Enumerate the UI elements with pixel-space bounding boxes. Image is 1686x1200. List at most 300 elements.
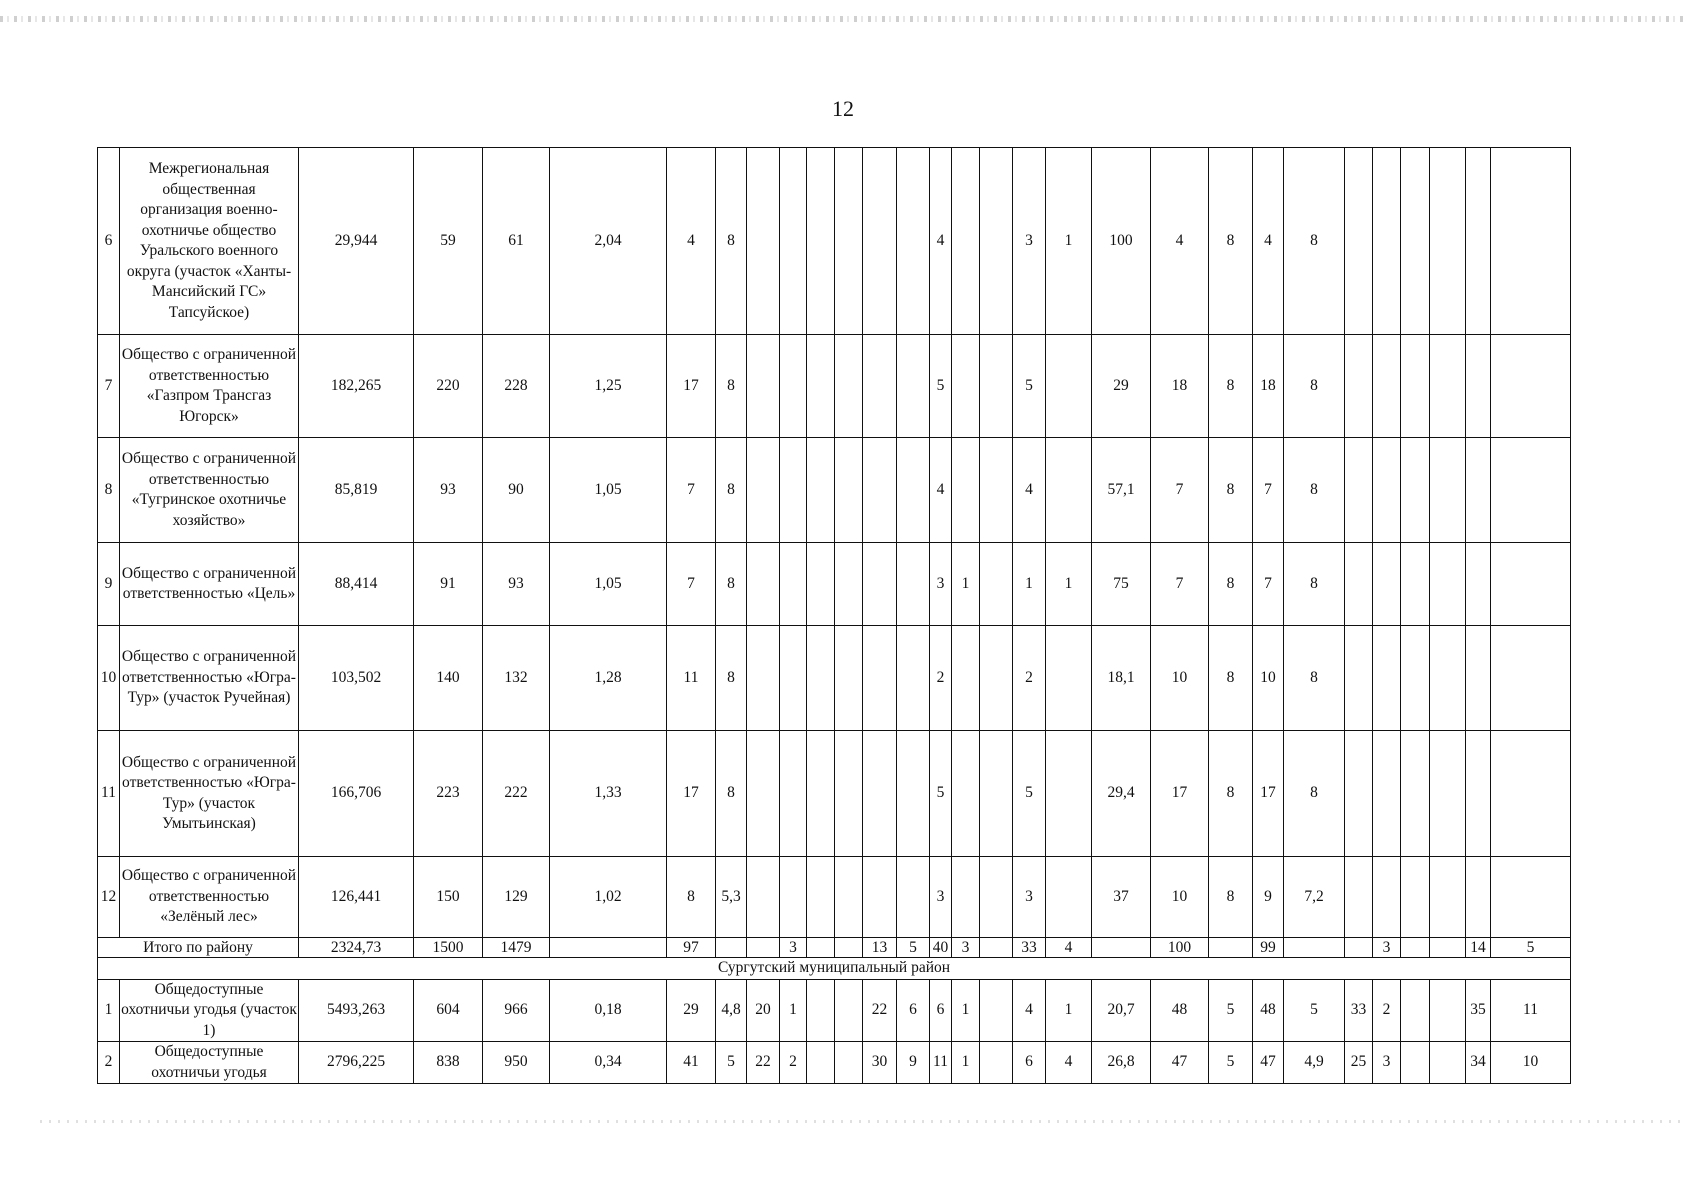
table-cell (1373, 543, 1401, 626)
table-cell: 18,1 (1092, 626, 1151, 731)
table-cell: 3 (1013, 857, 1046, 938)
table-cell: 1,05 (550, 543, 667, 626)
table-cell: 7 (1253, 543, 1284, 626)
table-cell: 8 (1284, 148, 1345, 335)
table-cell: 4 (667, 148, 716, 335)
table-cell (807, 148, 835, 335)
table-cell: 8 (1284, 626, 1345, 731)
table-cell (980, 1042, 1013, 1084)
total-cell (1092, 938, 1151, 958)
table-cell (835, 857, 863, 938)
table-cell: 5,3 (716, 857, 747, 938)
table-cell: 2 (930, 626, 952, 731)
total-cell: 14 (1466, 938, 1491, 958)
table-cell: 48 (1253, 979, 1284, 1042)
table-cell: 93 (483, 543, 550, 626)
total-cell: 40 (930, 938, 952, 958)
total-row (98, 938, 1571, 958)
table-cell (1046, 626, 1092, 731)
table-cell: 228 (483, 335, 550, 438)
row-number: 12 (98, 857, 120, 938)
table-cell (1373, 626, 1401, 731)
table-cell: 8 (716, 543, 747, 626)
table-row (98, 979, 1571, 1042)
row-name: Общедоступные охотничьи угодья (120, 1042, 299, 1084)
table-cell: 222 (483, 731, 550, 857)
table-cell: 10 (1491, 1042, 1571, 1084)
total-cell: 13 (863, 938, 897, 958)
table-cell: 47 (1253, 1042, 1284, 1084)
table-cell: 26,8 (1092, 1042, 1151, 1084)
table-cell: 4 (1151, 148, 1209, 335)
table-cell: 8 (716, 335, 747, 438)
table-cell: 75 (1092, 543, 1151, 626)
table-cell: 5 (1013, 335, 1046, 438)
table-cell: 166,706 (299, 731, 414, 857)
table-cell (1430, 543, 1466, 626)
table-cell: 9 (897, 1042, 930, 1084)
total-cell: 3 (952, 938, 980, 958)
table-cell: 1 (952, 1042, 980, 1084)
data-table (97, 147, 1571, 1084)
table-cell: 17 (1253, 731, 1284, 857)
table-cell (1401, 979, 1430, 1042)
row-name: Общество с ограниченной ответственностью «Югра-Тур» (участок Ручейная) (120, 626, 299, 731)
table-cell (780, 731, 807, 857)
table-cell (1373, 438, 1401, 543)
table-cell (747, 731, 780, 857)
table-row (98, 626, 1571, 731)
table-cell (1430, 438, 1466, 543)
table-cell: 7 (1151, 438, 1209, 543)
table-cell: 37 (1092, 857, 1151, 938)
table-cell (1466, 626, 1491, 731)
table-cell (807, 979, 835, 1042)
table-cell (807, 543, 835, 626)
table-cell: 6 (930, 979, 952, 1042)
table-cell (897, 438, 930, 543)
table-cell: 4 (1013, 438, 1046, 543)
table-cell (980, 335, 1013, 438)
total-cell: 99 (1253, 938, 1284, 958)
table-cell (897, 543, 930, 626)
table-cell: 8 (1209, 857, 1253, 938)
scan-artifact-top (0, 16, 1686, 22)
table-cell (1373, 335, 1401, 438)
table-cell: 22 (747, 1042, 780, 1084)
row-number: 2 (98, 1042, 120, 1084)
table-row (98, 857, 1571, 938)
table-cell (952, 731, 980, 857)
total-cell: 4 (1046, 938, 1092, 958)
table-cell: 0,34 (550, 1042, 667, 1084)
table-cell: 6 (897, 979, 930, 1042)
table-cell (1401, 857, 1430, 938)
table-cell (1430, 1042, 1466, 1084)
table-cell: 8 (1284, 438, 1345, 543)
table-cell (1430, 335, 1466, 438)
table-cell: 34 (1466, 1042, 1491, 1084)
table-cell (980, 857, 1013, 938)
table-cell (1401, 731, 1430, 857)
table-cell (1046, 731, 1092, 857)
table-cell (1466, 857, 1491, 938)
table-row (98, 1042, 1571, 1084)
table-cell (1345, 438, 1373, 543)
total-cell (550, 938, 667, 958)
table-cell (897, 857, 930, 938)
table-cell: 9 (1253, 857, 1284, 938)
table-cell (1430, 857, 1466, 938)
table-cell: 2796,225 (299, 1042, 414, 1084)
table-cell: 8 (1209, 335, 1253, 438)
total-cell: 100 (1151, 938, 1209, 958)
row-number: 8 (98, 438, 120, 543)
table-cell (1345, 731, 1373, 857)
table-cell: 11 (930, 1042, 952, 1084)
table-cell: 3 (1373, 1042, 1401, 1084)
table-cell (952, 626, 980, 731)
table-cell (835, 148, 863, 335)
table-cell (863, 438, 897, 543)
table-cell: 1 (1046, 979, 1092, 1042)
row-number: 7 (98, 335, 120, 438)
total-cell: 33 (1013, 938, 1046, 958)
table-cell (980, 731, 1013, 857)
table-cell (980, 543, 1013, 626)
table-cell: 5 (1209, 1042, 1253, 1084)
table-cell: 1 (952, 979, 980, 1042)
table-cell: 0,18 (550, 979, 667, 1042)
row-name: Общедоступные охотничьи угодья (участок 1) (120, 979, 299, 1042)
table-cell (747, 148, 780, 335)
table-cell: 6 (1013, 1042, 1046, 1084)
table-cell (835, 626, 863, 731)
row-number: 10 (98, 626, 120, 731)
table-cell (863, 335, 897, 438)
table-cell (807, 731, 835, 857)
table-cell (1491, 857, 1571, 938)
table-cell (1345, 543, 1373, 626)
total-cell: 3 (1373, 938, 1401, 958)
table-cell (835, 335, 863, 438)
section-row (98, 958, 1571, 980)
section-title: Сургутский муниципальный район (98, 958, 1571, 980)
table-cell: 3 (1013, 148, 1046, 335)
table-cell: 25 (1345, 1042, 1373, 1084)
table-cell (1491, 148, 1571, 335)
table-cell: 182,265 (299, 335, 414, 438)
table-cell (780, 543, 807, 626)
table-cell: 103,502 (299, 626, 414, 731)
table-cell (1046, 335, 1092, 438)
table-cell: 20 (747, 979, 780, 1042)
table-cell: 1 (780, 979, 807, 1042)
table-cell (747, 438, 780, 543)
table-cell: 4 (930, 438, 952, 543)
table-cell: 10 (1151, 857, 1209, 938)
table-cell: 8 (1209, 438, 1253, 543)
table-cell: 5493,263 (299, 979, 414, 1042)
table-cell: 2 (1013, 626, 1046, 731)
table-cell: 4 (1013, 979, 1046, 1042)
row-number: 1 (98, 979, 120, 1042)
table-cell: 8 (1284, 731, 1345, 857)
total-cell (835, 938, 863, 958)
table-cell: 8 (1209, 626, 1253, 731)
table-cell: 7 (667, 438, 716, 543)
row-name: Межрегиональная общественная организация военно-охотничье общество Уральского военного округа (участок «Ханты-Мансийский ГС» Тапсуйское) (120, 148, 299, 335)
table-cell: 8 (716, 626, 747, 731)
total-cell: 2324,73 (299, 938, 414, 958)
total-cell: 1500 (414, 938, 483, 958)
table-cell: 5 (930, 335, 952, 438)
table-cell (897, 731, 930, 857)
table-cell (952, 335, 980, 438)
table-cell: 129 (483, 857, 550, 938)
table-cell (807, 335, 835, 438)
table-cell (1401, 1042, 1430, 1084)
table-cell: 604 (414, 979, 483, 1042)
total-cell (1284, 938, 1345, 958)
table-cell: 7 (1253, 438, 1284, 543)
table-cell: 1,05 (550, 438, 667, 543)
table-cell: 100 (1092, 148, 1151, 335)
table-cell: 91 (414, 543, 483, 626)
row-name: Общество с ограниченной ответственностью «Газпром Трансгаз Югорск» (120, 335, 299, 438)
table-row (98, 335, 1571, 438)
table-cell (897, 148, 930, 335)
table-cell: 8 (1209, 148, 1253, 335)
table-cell (1373, 148, 1401, 335)
table-cell (807, 626, 835, 731)
page-number: 12 (832, 96, 854, 121)
table-cell: 48 (1151, 979, 1209, 1042)
row-name: Общество с ограниченной ответственностью «Зелёный лес» (120, 857, 299, 938)
table-cell: 22 (863, 979, 897, 1042)
table-cell: 57,1 (1092, 438, 1151, 543)
table-cell: 7,2 (1284, 857, 1345, 938)
row-number: 9 (98, 543, 120, 626)
table-cell: 20,7 (1092, 979, 1151, 1042)
table-cell (1345, 626, 1373, 731)
table-cell (980, 438, 1013, 543)
table-cell (807, 438, 835, 543)
table-cell (863, 543, 897, 626)
table-cell: 10 (1151, 626, 1209, 731)
row-number: 11 (98, 731, 120, 857)
table-cell (807, 1042, 835, 1084)
table-cell (1345, 148, 1373, 335)
table-cell (747, 857, 780, 938)
table-cell: 5 (716, 1042, 747, 1084)
table-cell (952, 857, 980, 938)
table-cell: 5 (1284, 979, 1345, 1042)
table-cell (1466, 335, 1491, 438)
table-cell (1430, 731, 1466, 857)
total-cell (980, 938, 1013, 958)
table-cell: 3 (930, 543, 952, 626)
table-cell: 1,02 (550, 857, 667, 938)
total-cell (747, 938, 780, 958)
table-cell (952, 438, 980, 543)
table-cell: 8 (1284, 543, 1345, 626)
table-cell (1466, 731, 1491, 857)
total-cell: 97 (667, 938, 716, 958)
table-cell: 5 (1209, 979, 1253, 1042)
table-cell (863, 857, 897, 938)
total-cell: 3 (780, 938, 807, 958)
table-cell (1491, 335, 1571, 438)
table-cell: 85,819 (299, 438, 414, 543)
table-cell: 2,04 (550, 148, 667, 335)
table-cell (1466, 148, 1491, 335)
table-cell (780, 857, 807, 938)
total-cell: 1479 (483, 938, 550, 958)
table-cell: 8 (716, 731, 747, 857)
table-cell (1401, 148, 1430, 335)
table-cell (1466, 543, 1491, 626)
total-cell: 5 (897, 938, 930, 958)
total-cell (1209, 938, 1253, 958)
table-cell: 5 (1013, 731, 1046, 857)
table-cell (1345, 857, 1373, 938)
table-cell: 33 (1345, 979, 1373, 1042)
table-cell: 8 (1209, 731, 1253, 857)
total-cell (1345, 938, 1373, 958)
table-cell: 223 (414, 731, 483, 857)
table-cell (835, 979, 863, 1042)
table-cell: 5 (930, 731, 952, 857)
table-cell (863, 626, 897, 731)
table-cell (980, 148, 1013, 335)
table-cell: 1,25 (550, 335, 667, 438)
table-cell: 8 (1284, 335, 1345, 438)
table-cell (1491, 731, 1571, 857)
table-cell (863, 148, 897, 335)
table-cell: 4,8 (716, 979, 747, 1042)
table-cell: 11 (1491, 979, 1571, 1042)
table-cell: 140 (414, 626, 483, 731)
table-cell: 35 (1466, 979, 1491, 1042)
table-cell (1373, 731, 1401, 857)
table-cell: 90 (483, 438, 550, 543)
table-cell (1345, 335, 1373, 438)
table-cell: 29 (667, 979, 716, 1042)
table-cell: 17 (667, 731, 716, 857)
table-cell: 1 (1046, 543, 1092, 626)
table-cell: 17 (667, 335, 716, 438)
table-cell (835, 731, 863, 857)
row-name: Общество с ограниченной ответственностью «Тугринское охотничье хозяйство» (120, 438, 299, 543)
table-cell: 966 (483, 979, 550, 1042)
table-cell: 150 (414, 857, 483, 938)
table-cell (1466, 438, 1491, 543)
table-cell (980, 626, 1013, 731)
table-cell (1046, 857, 1092, 938)
table-cell: 18 (1253, 335, 1284, 438)
row-name: Общество с ограниченной ответственностью «Югра-Тур» (участок Умытьинская) (120, 731, 299, 857)
table-cell: 17 (1151, 731, 1209, 857)
table-cell (807, 857, 835, 938)
table-cell (980, 979, 1013, 1042)
row-number: 6 (98, 148, 120, 335)
table-cell (1491, 626, 1571, 731)
table-cell (1401, 335, 1430, 438)
table-cell: 93 (414, 438, 483, 543)
table-cell: 41 (667, 1042, 716, 1084)
table-cell: 88,414 (299, 543, 414, 626)
table-cell: 1,28 (550, 626, 667, 731)
total-cell (807, 938, 835, 958)
table-cell (780, 438, 807, 543)
table-cell: 1 (1046, 148, 1092, 335)
table-cell (863, 731, 897, 857)
table-cell: 4 (1253, 148, 1284, 335)
table-cell: 8 (716, 438, 747, 543)
table-cell: 220 (414, 335, 483, 438)
table-cell (1430, 626, 1466, 731)
table-cell: 950 (483, 1042, 550, 1084)
row-name: Общество с ограниченной ответственностью «Цель» (120, 543, 299, 626)
table-cell: 30 (863, 1042, 897, 1084)
table-cell (780, 626, 807, 731)
table-cell (897, 626, 930, 731)
table-cell: 29,4 (1092, 731, 1151, 857)
table-cell (1401, 438, 1430, 543)
table-cell: 7 (667, 543, 716, 626)
table-cell (835, 543, 863, 626)
total-cell: 5 (1491, 938, 1571, 958)
table-row (98, 543, 1571, 626)
table-cell (1373, 857, 1401, 938)
table-row (98, 148, 1571, 335)
table-cell: 1,33 (550, 731, 667, 857)
total-label: Итого по району (98, 938, 299, 958)
table-cell: 126,441 (299, 857, 414, 938)
table-cell (747, 335, 780, 438)
table-cell: 4,9 (1284, 1042, 1345, 1084)
table-row (98, 438, 1571, 543)
table-cell (1491, 438, 1571, 543)
table-cell: 29,944 (299, 148, 414, 335)
table-cell (1430, 148, 1466, 335)
table-cell: 1 (952, 543, 980, 626)
table-cell (1430, 979, 1466, 1042)
table-cell: 838 (414, 1042, 483, 1084)
table-cell (1401, 626, 1430, 731)
total-cell (716, 938, 747, 958)
table-row (98, 731, 1571, 857)
table-cell (1046, 438, 1092, 543)
table-cell: 59 (414, 148, 483, 335)
table-cell (747, 626, 780, 731)
table-cell (747, 543, 780, 626)
table-cell: 47 (1151, 1042, 1209, 1084)
table-cell (780, 148, 807, 335)
table-cell: 1 (1013, 543, 1046, 626)
table-cell: 10 (1253, 626, 1284, 731)
table-cell (780, 335, 807, 438)
table-cell (952, 148, 980, 335)
table-cell: 4 (930, 148, 952, 335)
total-cell (1430, 938, 1466, 958)
table-cell (1491, 543, 1571, 626)
table-cell (897, 335, 930, 438)
table-cell: 61 (483, 148, 550, 335)
table-cell: 18 (1151, 335, 1209, 438)
table-cell: 8 (716, 148, 747, 335)
